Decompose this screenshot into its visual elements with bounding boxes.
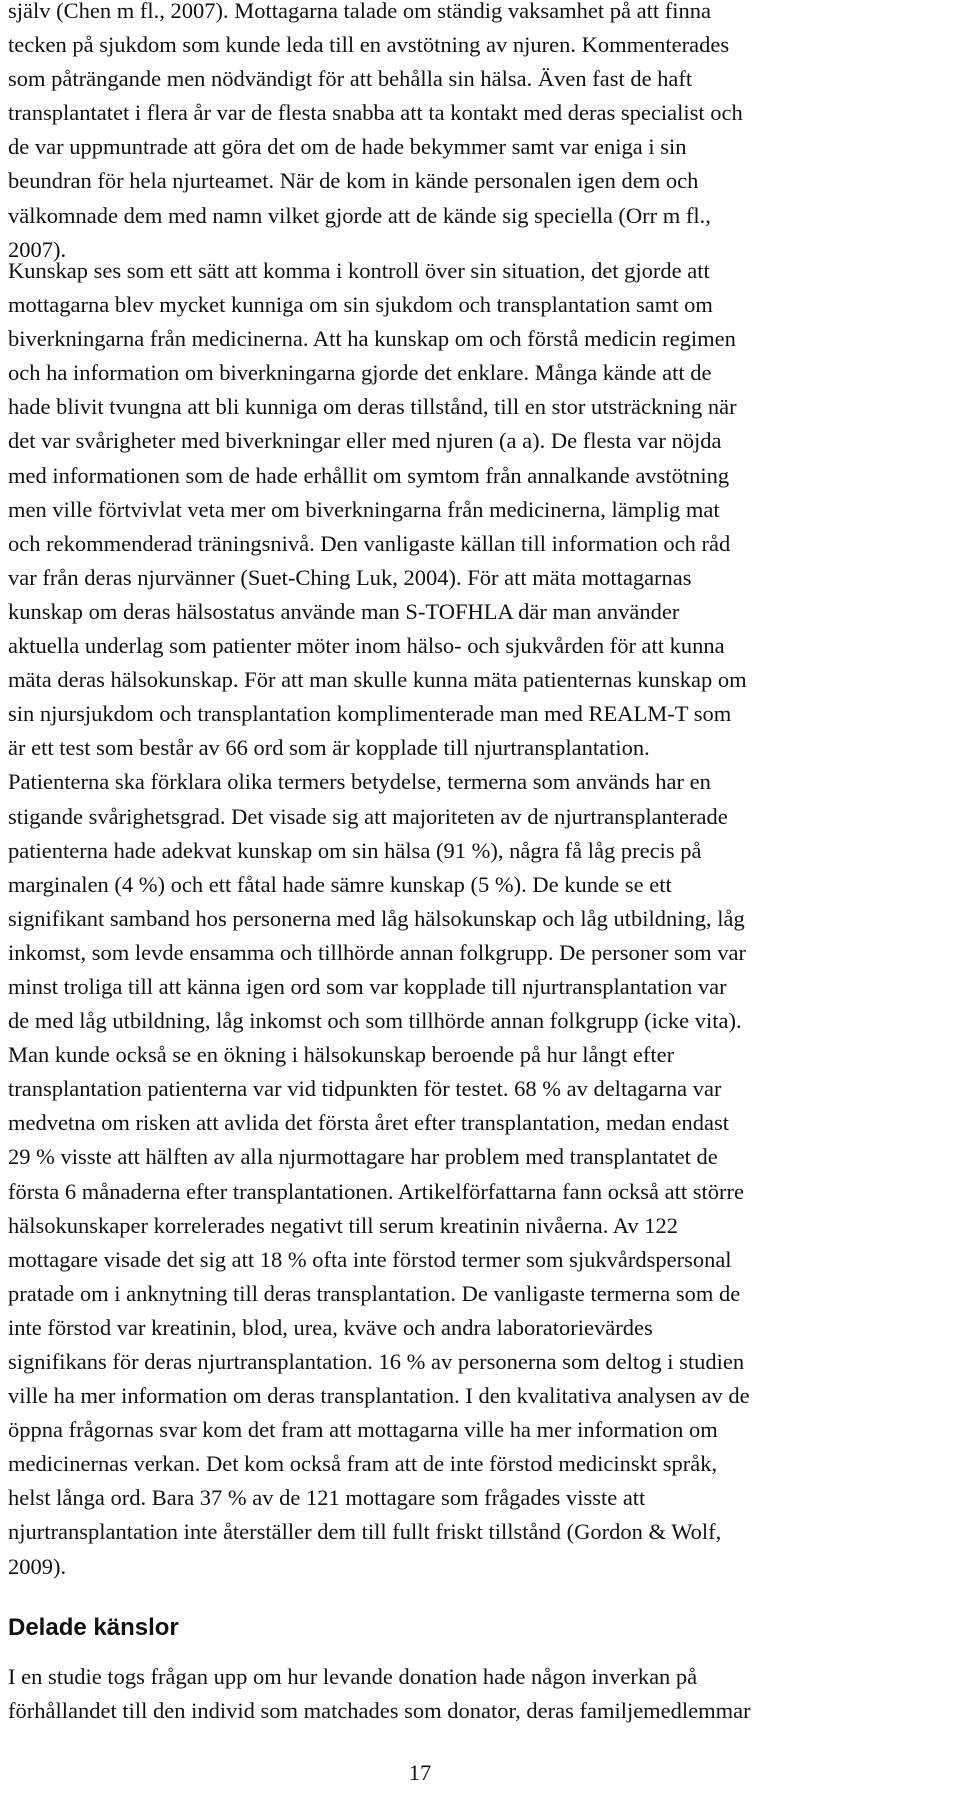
text-line: öppna frågornas svar kom det fram att mottagarna ville ha mer information om [8,1417,718,1443]
text-line: som påträngande men nödvändigt för att behålla sin hälsa. Även fast de haft [8,66,693,92]
text-line: signifikant samband hos personerna med låg hälsokunskap och låg utbildning, låg [8,905,745,931]
text-line: kunskap om deras hälsostatus använde man S-TOFHLA där man använder [8,598,680,624]
text-line: tecken på sjukdom som kunde leda till en avstötning av njuren. Kommenterades [8,32,730,58]
text-line: välkomnade dem med namn vilket gjorde att de kände sig speciella (Orr m fl., [8,202,711,228]
text-line: mäta deras hälsokunskap. För att man skulle kunna mäta patienternas kunskap om [8,667,747,693]
text-line: transplantatet i flera år var de flesta snabba att ta kontakt med deras specialist och [8,100,743,126]
text-line: Kunskap ses som ett sätt att komma i kontroll över sin situation, det gjorde att [8,258,710,283]
text-line: aktuella underlag som patienter möter inom hälso- och sjukvården för att kunna [8,633,725,659]
text-line: själv (Chen m fl., 2007). Mottagarna talade om ständig vaksamhet på att finna [8,0,711,23]
body-paragraph [8,0,953,267]
text-line: inkomst, som levde ensamma och tillhörde annan folkgrupp. De personer som var [8,939,746,965]
text-line: 2009). [8,1553,67,1579]
text-line: stigande svårighetsgrad. Det visade sig att majoriteten av de njurtransplanterade [8,803,728,829]
text-line: det var svårigheter med biverkningar eller med njuren (a a). De flesta var nöjda [8,428,722,454]
text-line: de var uppmuntrade att göra det om de hade bekymmer samt var eniga i sin [8,134,687,160]
text-line: med informationen som de hade erhållit om symtom från annalkande avstötning [8,462,730,488]
text-line: marginalen (4 %) och ett fåtal hade sämre kunskap (5 %). De kunde se ett [8,871,672,897]
text-line: men ville förtvivlat veta mer om biverkningarna från medicinerna, lämplig mat [8,496,720,522]
text-line: medvetna om risken att avlida det första året efter transplantation, medan endast [8,1110,729,1136]
text-line: ville ha mer information om deras transplantation. I den kvalitativa analysen av de [8,1383,750,1409]
text-line: inte förstod var kreatinin, blod, urea, kväve och andra laboratorievärdes [8,1314,653,1340]
text-line: minst troliga till att känna igen ord som var kopplade till njurtransplantation var [8,973,727,999]
text-line: sin njursjukdom och transplantation komplimenterade man med REALM-T som [8,701,732,727]
text-line: transplantation patienterna var vid tidpunkten för testet. 68 % av deltagarna var [8,1076,722,1102]
text-line: Patienterna ska förklara olika termers betydelse, termerna som används har en [8,769,711,795]
text-line: helst långa ord. Bara 37 % av de 121 mottagare som frågades visste att [8,1485,646,1511]
text-line: njurtransplantation inte återställer dem till fullt friskt tillstånd (Gordon & Wolf, [8,1519,722,1545]
text-line: och ha information om biverkningarna gjorde det enklare. Många kände att de [8,360,712,386]
text-line: I en studie togs frågan upp om hur levande donation hade någon inverkan på [8,1664,698,1689]
text-line: mottagare visade det sig att 18 % ofta inte förstod termer som sjukvårdspersonal [8,1246,732,1272]
text-line: 29 % visste att hälften av alla njurmottagare har problem med transplantatet de [8,1144,718,1170]
text-line: första 6 månaderna efter transplantationen. Artikelförfattarna fann också att större [8,1178,744,1204]
body-paragraph [8,254,953,1584]
text-line: var från deras njurvänner (Suet-Ching Luk, 2004). För att mäta mottagarnas [8,564,692,590]
text-line: de med låg utbildning, låg inkomst och som tillhörde annan folkgrupp (icke vita). [8,1008,742,1034]
page-number: 17 [408,1760,432,1785]
section-heading: Delade känslor [8,1614,179,1641]
text-line: patienterna hade adekvat kunskap om sin hälsa (91 %), några få låg precis på [8,837,702,863]
text-line: mottagarna blev mycket kunniga om sin sjukdom och transplantation samt om [8,292,713,318]
text-line: medicinernas verkan. Det kom också fram att de inte förstod medicinskt språk, [8,1451,718,1477]
text-line: Man kunde också se en ökning i hälsokunskap beroende på hur långt efter [8,1042,675,1068]
text-line: biverkningarna från medicinerna. Att ha kunskap om och förstå medicin regimen [8,326,736,352]
text-line: förhållandet till den individ som matchades som donator, deras familjemedlemmar [8,1698,751,1724]
text-line: hade blivit tvungna att bli kunniga om deras tillstånd, till en stor utsträckning när [8,394,737,420]
text-line: 2007). [8,236,67,262]
body-paragraph [8,1660,953,1728]
text-line: pratade om i anknytning till deras transplantation. De vanligaste termerna som de [8,1280,741,1306]
text-line: är ett test som består av 66 ord som är kopplade till njurtransplantation. [8,735,650,761]
text-line: beundran för hela njurteamet. När de kom in kände personalen igen dem och [8,168,699,194]
text-line: hälsokunskaper korrelerades negativt till serum kreatinin nivåerna. Av 122 [8,1212,679,1238]
text-line: signifikans för deras njurtransplantation. 16 % av personerna som deltog i studien [8,1349,745,1374]
text-line: och rekommenderad träningsnivå. Den vanligaste källan till information och råd [8,530,731,556]
